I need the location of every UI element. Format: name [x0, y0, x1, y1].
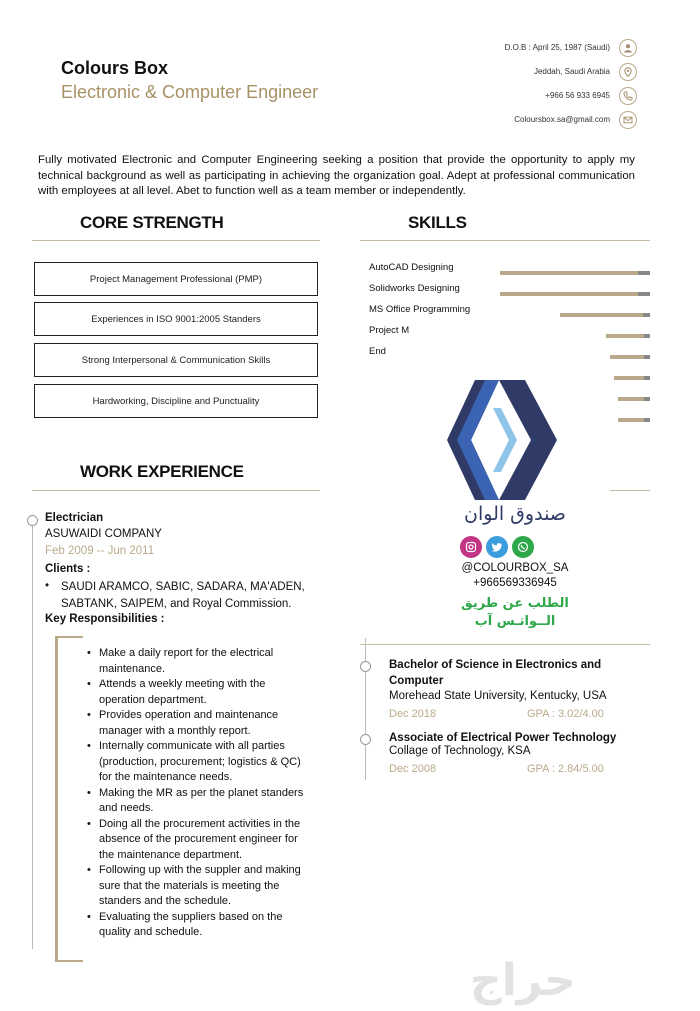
profile-summary: Fully motivated Electronic and Computer Engineering seeking a position that provide the opportunity to apply my technical background as well as participating in achieving the organization goal. Adept at professional communication with employees at all level. Abet to function well as a team member or independently.	[38, 154, 635, 197]
job-dates: Feb 2009 -- Jun 2011	[45, 545, 155, 557]
skill-level-bar	[618, 397, 650, 401]
education-date: Dec 2008	[389, 763, 437, 775]
skill-level-bar-end	[644, 376, 650, 380]
skill-label: Project M	[369, 325, 410, 336]
skill-level-bar-end	[644, 334, 650, 338]
skill-level-bar	[606, 334, 650, 338]
brand-logo-icon	[437, 378, 567, 508]
responsibilities-list	[87, 646, 312, 941]
social-handle: @COLOURBOX_SA	[461, 562, 569, 574]
haraj-watermark: حراج	[470, 955, 576, 1006]
job-title: Electrician	[45, 512, 104, 524]
core-strength-item: Strong Interpersonal & Communication Skills	[34, 343, 318, 377]
education-gpa: GPA : 3.02/4.00	[527, 708, 604, 720]
clients-bullet: •	[45, 580, 50, 592]
phone-icon	[619, 87, 637, 105]
skill-level-bar-end	[644, 397, 650, 401]
person-icon	[619, 39, 637, 57]
skills-heading: SKILLS	[408, 213, 467, 232]
education-degree: Associate of Electrical Power Technology	[389, 732, 617, 744]
order-via-line1: الطلب عن طريق	[461, 596, 569, 611]
responsibility-item: • Following up with the suppler and making sure that the materials is meeting the standers and the schedule.	[87, 863, 312, 910]
dob-text: D.O.B : April 25, 1987 (Saudi)	[504, 43, 610, 52]
responsibility-item: • Provides operation and maintenance manager with a monthly report.	[87, 708, 312, 739]
skill-label: AutoCAD Designing	[369, 262, 454, 273]
education-date: Dec 2018	[389, 708, 437, 720]
whatsapp-icon[interactable]	[512, 536, 534, 558]
work-experience-divider	[32, 490, 320, 491]
responsibility-item: • Evaluating the suppliers based on the quality and schedule.	[87, 910, 312, 941]
responsibilities-bracket	[55, 636, 83, 962]
skill-level-bar-end	[644, 355, 650, 359]
brand-arabic-name: صندوق الوان	[464, 503, 566, 525]
timeline-dot	[27, 515, 38, 526]
job-company: ASUWAIDI COMPANY	[45, 528, 162, 540]
timeline-dot	[360, 661, 371, 672]
work-experience-heading: WORK EXPERIENCE	[80, 462, 244, 481]
overlay-phone: +966569336945	[473, 577, 557, 589]
clients-text: SAUDI ARAMCO, SABIC, SADARA, MA'ADEN, SABTANK, SAIPEM, and Royal Commission.	[61, 581, 305, 610]
twitter-icon[interactable]	[486, 536, 508, 558]
responsibilities-label: Key Responsibilities :	[45, 613, 165, 625]
location-text: Jeddah, Saudi Arabia	[533, 67, 610, 76]
skill-level-bar	[614, 376, 650, 380]
clients-label: Clients :	[45, 563, 91, 575]
responsibility-item: • Make a daily report for the electrical maintenance.	[87, 646, 312, 677]
skill-level-bar-end	[638, 271, 650, 275]
core-strength-item: Hardworking, Discipline and Punctuality	[34, 384, 318, 418]
phone-text: +966 56 933 6945	[545, 91, 610, 100]
skill-label: End	[369, 346, 386, 357]
skill-level-bar	[500, 271, 650, 275]
responsibility-item: • Making the MR as per the planet standers and needs.	[87, 786, 312, 817]
work-timeline-line	[32, 524, 33, 949]
education-degree: Bachelor of Science in Electronics and Computer	[389, 659, 602, 687]
responsibility-item: • Internally communicate with all parties (production, procurement; logistics & QC) for the maintenance needs.	[87, 739, 312, 786]
skill-level-bar	[560, 313, 650, 317]
education-gpa: GPA : 2.84/5.00	[527, 763, 604, 775]
email-icon	[619, 111, 637, 129]
responsibility-item: • Attends a weekly meeting with the operation department.	[87, 677, 312, 708]
core-strength-heading: CORE STRENGTH	[80, 213, 224, 232]
instagram-icon[interactable]	[460, 536, 482, 558]
email-text: Coloursbox.sa@gmail.com	[514, 115, 610, 124]
skill-label: Solidworks Designing	[369, 283, 460, 294]
skill-level-bar	[618, 418, 650, 422]
skill-label: MS Office Programming	[369, 304, 471, 315]
candidate-title: Electronic & Computer Engineer	[61, 82, 319, 102]
skill-level-bar-end	[643, 313, 650, 317]
core-strength-divider	[32, 240, 320, 241]
location-pin-icon	[619, 63, 637, 81]
education-school: Morehead State University, Kentucky, USA	[389, 690, 607, 702]
skill-level-bar-end	[644, 418, 650, 422]
education-school: Collage of Technology, KSA	[389, 745, 531, 757]
core-strength-item: Project Management Professional (PMP)	[34, 262, 318, 296]
social-icons	[460, 536, 534, 558]
order-via-line2: الــواتـس آب	[474, 614, 556, 629]
responsibility-item: • Doing all the procurement activities in the absence of the procurement engineer for the maintenance department.	[87, 817, 312, 864]
candidate-name: Colours Box	[61, 58, 169, 78]
skills-divider	[360, 240, 650, 241]
skill-level-bar	[610, 355, 650, 359]
skill-level-bar	[500, 292, 650, 296]
timeline-dot	[360, 734, 371, 745]
skill-level-bar-end	[638, 292, 650, 296]
core-strength-item: Experiences in ISO 9001:2005 Standers	[34, 302, 318, 336]
education-divider	[360, 644, 650, 645]
